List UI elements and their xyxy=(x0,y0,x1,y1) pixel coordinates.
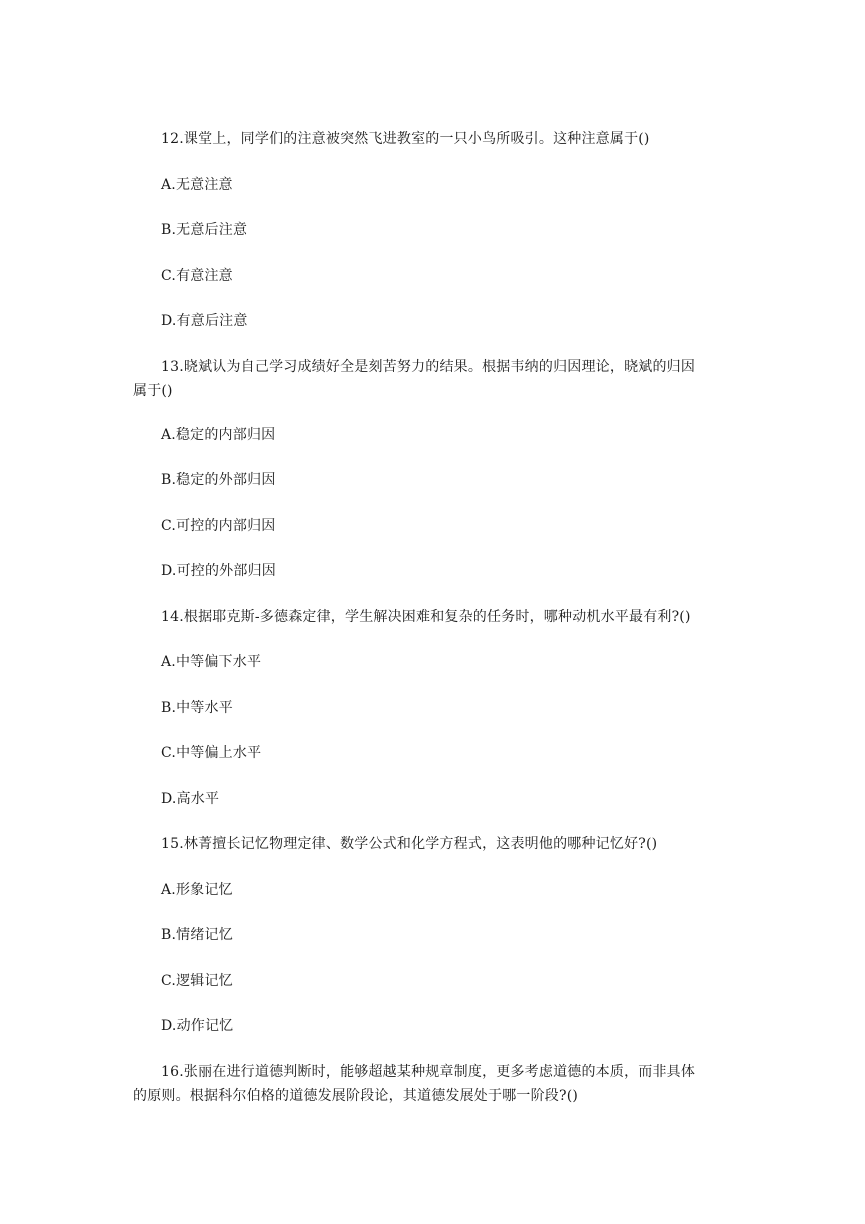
question-12-option-a: A.无意注意 xyxy=(161,177,233,193)
question-16-stem-line-1: 16.张丽在进行道德判断时，能够超越某种规章制度，更多考虑道德的本质，而非具体 xyxy=(161,1064,696,1080)
question-12-option-c: C.有意注意 xyxy=(161,268,233,284)
question-12-option-b: B.无意后注意 xyxy=(161,222,248,238)
question-15-option-b: B.情绪记忆 xyxy=(161,927,233,943)
question-13-option-d: D.可控的外部归因 xyxy=(161,563,276,579)
question-12-stem: 12.课堂上，同学们的注意被突然飞进教室的一只小鸟所吸引。这种注意属于() xyxy=(161,131,650,147)
question-13-option-c: C.可控的内部归因 xyxy=(161,518,276,534)
question-15-option-a: A.形象记忆 xyxy=(161,882,233,898)
question-15-option-c: C.逻辑记忆 xyxy=(161,973,233,989)
question-15-stem: 15.林菁擅长记忆物理定律、数学公式和化学方程式，这表明他的哪种记忆好?() xyxy=(161,836,658,852)
question-13-option-b: B.稳定的外部归因 xyxy=(161,472,276,488)
question-14-stem: 14.根据耶克斯-多德森定律，学生解决困难和复杂的任务时，哪种动机水平最有利?() xyxy=(161,609,691,625)
question-16-stem-line-2: 的原则。根据科尔伯格的道德发展阶段论，其道德发展处于哪一阶段?() xyxy=(133,1088,579,1104)
question-14-option-c: C.中等偏上水平 xyxy=(161,745,262,761)
question-14-option-b: B.中等水平 xyxy=(161,700,233,716)
question-12-option-d: D.有意后注意 xyxy=(161,313,248,329)
question-14-option-a: A.中等偏下水平 xyxy=(161,654,262,670)
question-14-option-d: D.高水平 xyxy=(161,791,220,807)
question-15-option-d: D.动作记忆 xyxy=(161,1018,234,1034)
question-13-option-a: A.稳定的内部归因 xyxy=(161,427,276,443)
question-13-stem-line-1: 13.晓斌认为自己学习成绩好全是刻苦努力的结果。根据韦纳的归因理论，晓斌的归因 xyxy=(161,359,696,375)
question-13-stem-line-2: 属于() xyxy=(133,383,173,399)
